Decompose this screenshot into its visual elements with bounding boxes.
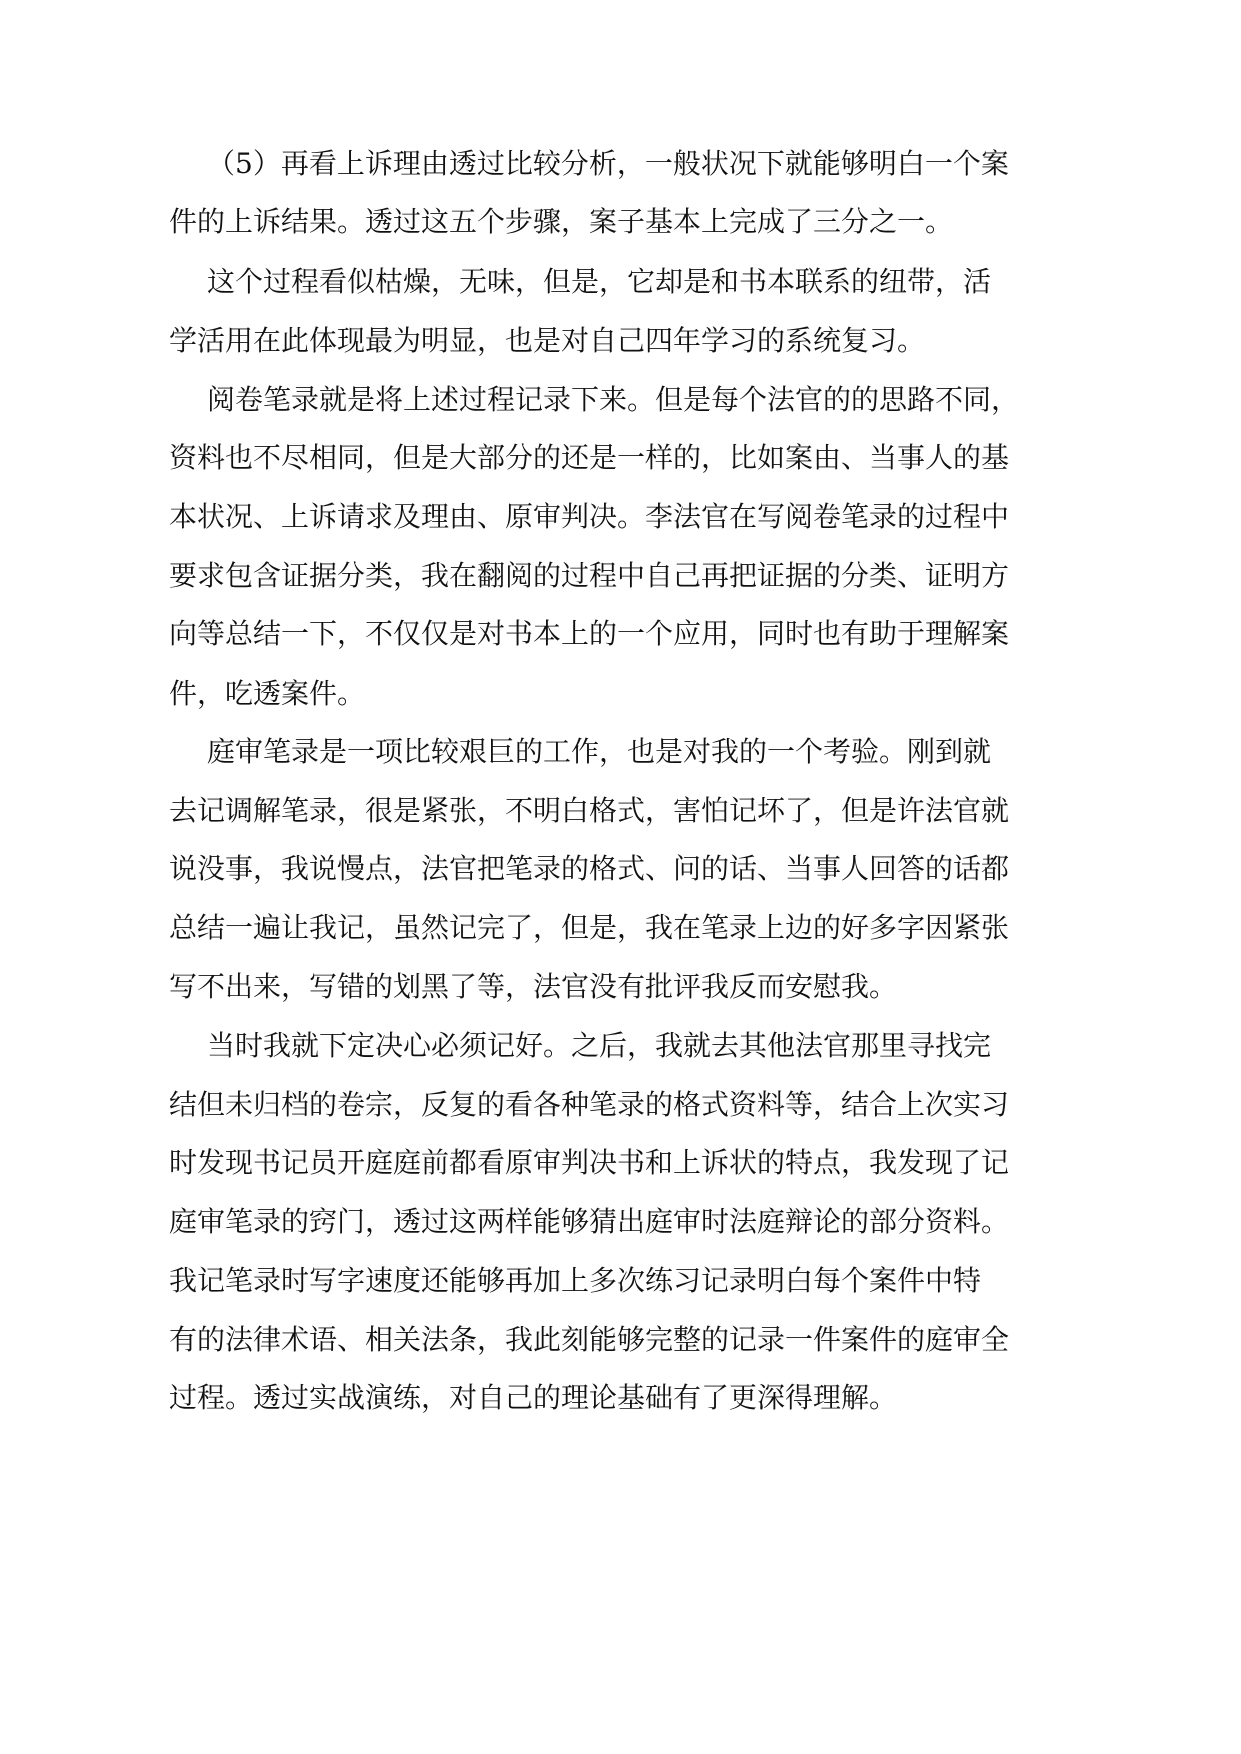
paragraph-3-line-6: 件，吃透案件。 [169, 677, 366, 710]
paragraph-5-line-2: 结但未归档的卷宗，反复的看各种笔录的格式资料等，结合上次实习 [169, 1088, 1010, 1121]
paragraph-3-line-2: 资料也不尽相同，但是大部分的还是一样的，比如案由、当事人的基 [169, 441, 1010, 474]
paragraph-4-line-2: 去记调解笔录，很是紧张，不明白格式，害怕记坏了，但是许法官就 [169, 794, 1010, 827]
paragraph-4-line-5: 写不出来，写错的划黑了等，法官没有批评我反而安慰我。 [169, 970, 898, 1003]
paragraph-2-line-2: 学活用在此体现最为明显，也是对自己四年学习的系统复习。 [169, 324, 926, 357]
paragraph-5-line-7: 过程。透过实战演练，对自己的理论基础有了更深得理解。 [169, 1381, 898, 1414]
paragraph-5-line-4: 庭审笔录的窍门，透过这两样能够猜出庭审时法庭辩论的部分资料。 [169, 1205, 1010, 1238]
paragraph-2-line-1: 这个过程看似枯燥，无味，但是，它却是和书本联系的纽带，活 [207, 265, 992, 298]
paragraph-4-line-3: 说没事，我说慢点，法官把笔录的格式、问的话、当事人回答的话都 [169, 852, 1010, 885]
paragraph-5-line-6: 有的法律术语、相关法条，我此刻能够完整的记录一件案件的庭审全 [169, 1323, 1010, 1356]
paragraph-4-line-1: 庭审笔录是一项比较艰巨的工作，也是对我的一个考验。刚到就 [207, 735, 992, 768]
paragraph-5-line-5: 我记笔录时写字速度还能够再加上多次练习记录明白每个案件中特 [169, 1264, 982, 1297]
paragraph-3-line-1: 阅卷笔录就是将上述过程记录下来。但是每个法官的的思路不同， [207, 383, 1020, 416]
paragraph-5-line-3: 时发现书记员开庭庭前都看原审判决书和上诉状的特点，我发现了记 [169, 1146, 1010, 1179]
paragraph-4-line-4: 总结一遍让我记，虽然记完了，但是，我在笔录上边的好多字因紧张 [169, 911, 1010, 944]
paragraph-3-line-5: 向等总结一下，不仅仅是对书本上的一个应用，同时也有助于理解案 [169, 617, 1010, 650]
paragraph-5-line-1: 当时我就下定决心必须记好。之后，我就去其他法官那里寻找完 [207, 1029, 992, 1062]
paragraph-1-line-1: （5）再看上诉理由透过比较分析，一般状况下就能够明白一个案 [207, 147, 1009, 180]
paragraph-3-line-3: 本状况、上诉请求及理由、原审判决。李法官在写阅卷笔录的过程中 [169, 500, 1010, 533]
paragraph-1-line-2: 件的上诉结果。透过这五个步骤，案子基本上完成了三分之一。 [169, 205, 954, 238]
paragraph-3-line-4: 要求包含证据分类，我在翻阅的过程中自己再把证据的分类、证明方 [169, 559, 1010, 592]
